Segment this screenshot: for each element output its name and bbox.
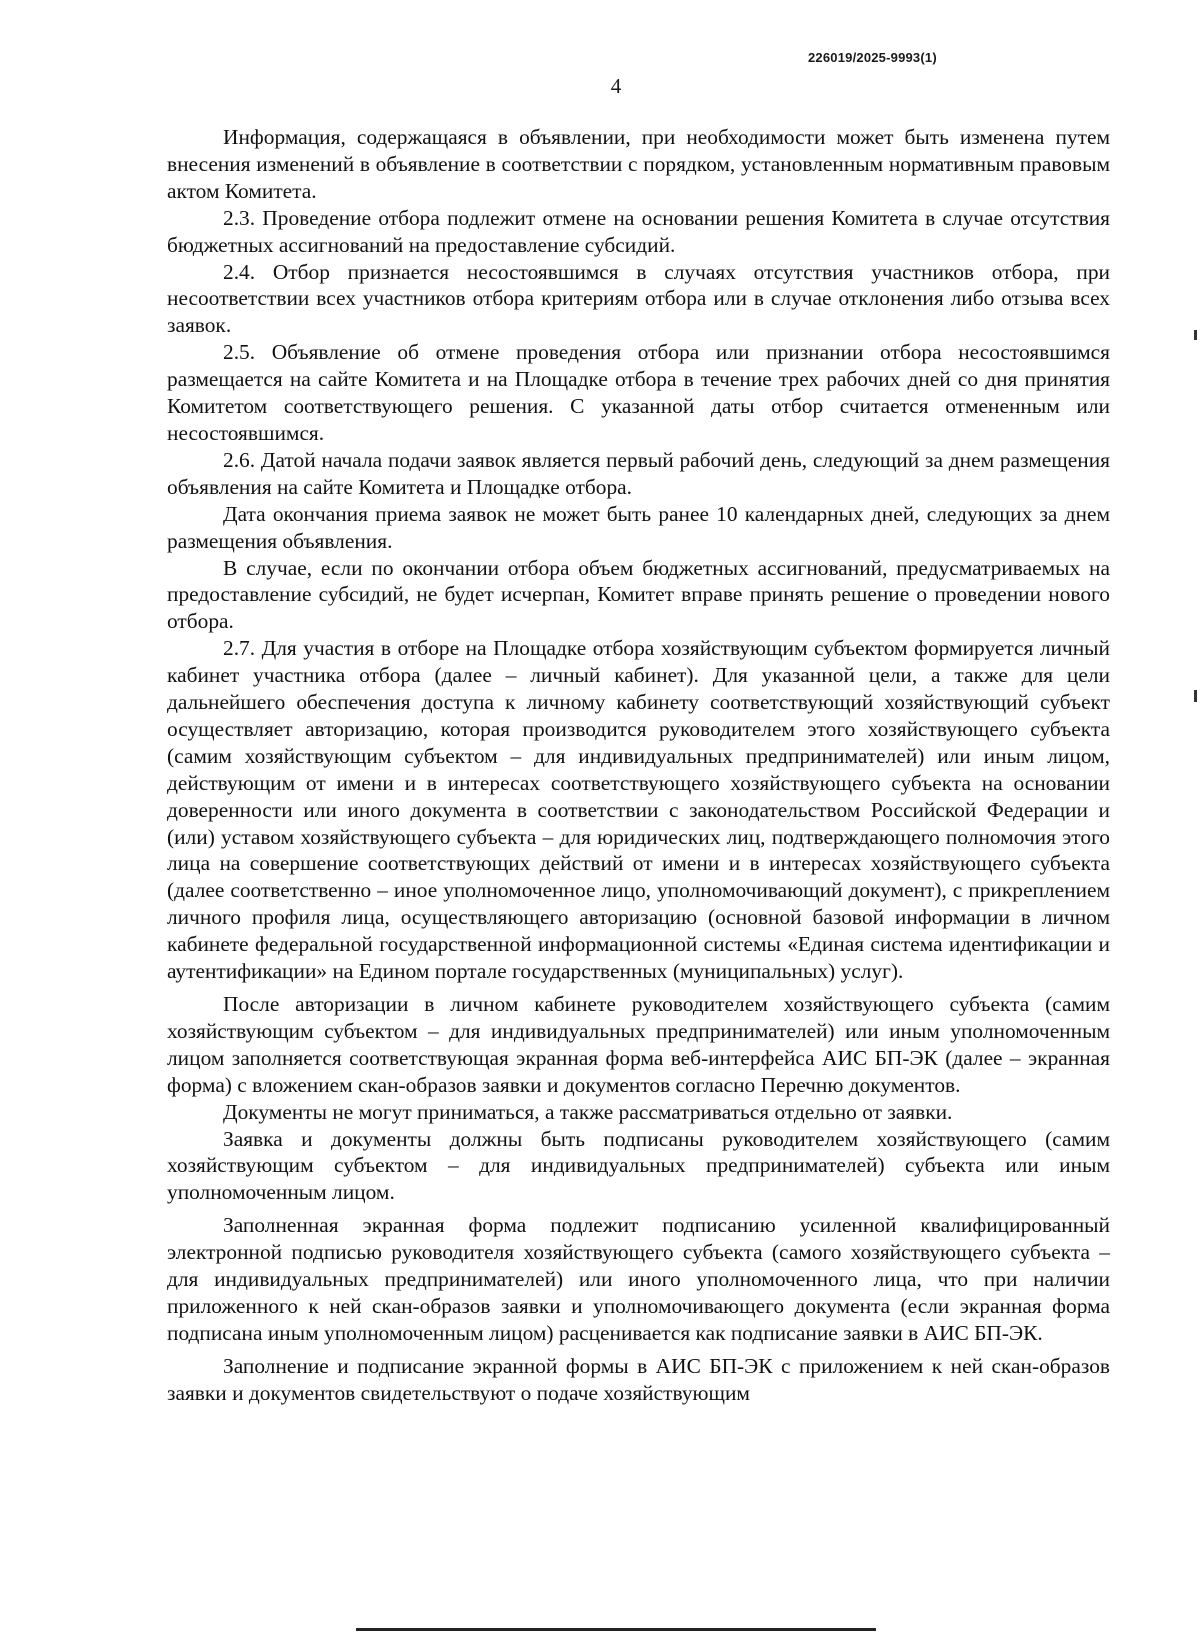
paragraph-new-selection: В случае, если по окончании отбора объем бюджетных ассигнований, предусматриваемых на предоставление субсидий, не будет исчерпан, Комитет вправе принять решение о проведении нового отбора. (167, 555, 1110, 634)
paragraph-deadline: Дата окончания приема заявок не может быть ранее 10 календарных дней, следующих за днем размещения объявления. (167, 501, 1110, 553)
scan-bottom-edge (356, 1628, 876, 1631)
scan-margin-mark (1194, 330, 1197, 340)
scan-margin-mark (1194, 690, 1197, 702)
paragraph-electronic-signature: Заполненная экранная форма подлежит подписанию усиленной квалифицированный электронной подписью руководителя хозяйствующего субъекта (самого хозяйствующего субъекта – для индивидуальных предпринимателей) или иного уполномоченного лица, что при наличии приложенного к ней скан-образов заявки и уполномочивающего документа (если экранная форма подписана иным уполномоченным лицом) расценивается как подписание заявки в АИС БП-ЭК. (167, 1213, 1110, 1345)
page-number: 4 (610, 74, 622, 98)
paragraph-documents-separate: Документы не могут приниматься, а также рассматриваться отдельно от заявки. (223, 1099, 953, 1124)
paragraph-submission: Заполнение и подписание экранной формы в АИС БП-ЭК с приложением к ней скан-образов заявки и документов свидетельствуют о подаче хозяйствующим (167, 1353, 1110, 1405)
paragraph-2-7: 2.7. Для участия в отборе на Площадке отбора хозяйствующим субъектом формируется личный кабинет участника отбора (далее – личный кабинет). Для указанной цели, а также для цели дальнейшего обеспечения доступа к личному кабинету соответствующий хозяйствующий субъект осуществляет авторизацию, которая производится руководителем этого хозяйствующего субъекта (самим хозяйствующим субъектом – для индивидуальных предпринимателей) или иным лицом, действующим от имени и в интересах соответствующего хозяйствующего субъекта на основании доверенности или иного документа в соответствии с законодательством Российской Федерации и (или) уставом хозяйствующего субъекта – для юридических лиц, подтверждающего полномочия этого лица на совершение соответствующих действий от имени и в интересах хозяйствующего субъекта (далее соответственно – иное уполномоченное лицо, уполномочивающий документ), с прикреплением личного профиля лица, осуществляющего авторизацию (основной базовой информации в личном кабинете федеральной государственной информационной системы «Единая система идентификации и аутентификации» на Едином портале государственных (муниципальных) услуг). (167, 636, 1110, 984)
paragraph-2-4: 2.4. Отбор признается несостоявшимся в случаях отсутствия участников отбора, при несоответствии всех участников отбора критериям отбора или в случае отклонения либо отзыва всех заявок. (167, 259, 1110, 338)
paragraph-authorization: После авторизации в личном кабинете руководителем хозяйствующего субъекта (самим хозяйствующим субъектом – для индивидуальных предпринимателей) или иным уполномоченным лицом заполняется соответствующая экранная форма веб-интерфейса АИС БП-ЭК (далее – экранная форма) с вложением скан-образов заявки и документов согласно Перечню документов. (167, 992, 1110, 1097)
paragraph-announcement-changes: Информация, содержащаяся в объявлении, при необходимости может быть изменена путем внесения изменений в объявление в соответствии с порядком, установленным нормативным правовым актом Комитета. (167, 125, 1110, 203)
paragraph-signatures: Заявка и документы должны быть подписаны руководителем хозяйствующего (самим хозяйствующим субъектом – для индивидуальных предпринимателей) субъекта или иным уполномоченным лицом. (167, 1126, 1110, 1205)
paragraph-2-5: 2.5. Объявление об отмене проведения отбора или признании отбора несостоявшимся размещается на сайте Комитета и на Площадке отбора в течение трех рабочих дней со дня принятия Комитетом соответствующего решения. С указанной даты отбор считается отмененным или несостоявшимся. (167, 340, 1110, 445)
document-body (167, 124, 1110, 1407)
paragraph-2-6: 2.6. Датой начала подачи заявок является первый рабочий день, следующий за днем размещения объявления на сайте Комитета и Площадке отбора. (167, 447, 1110, 499)
document-number: 226019/2025-9993(1) (808, 50, 937, 65)
paragraph-2-3: 2.3. Проведение отбора подлежит отмене на основании решения Комитета в случае отсутствия бюджетных ассигнований на предоставление субсидий. (167, 205, 1110, 257)
